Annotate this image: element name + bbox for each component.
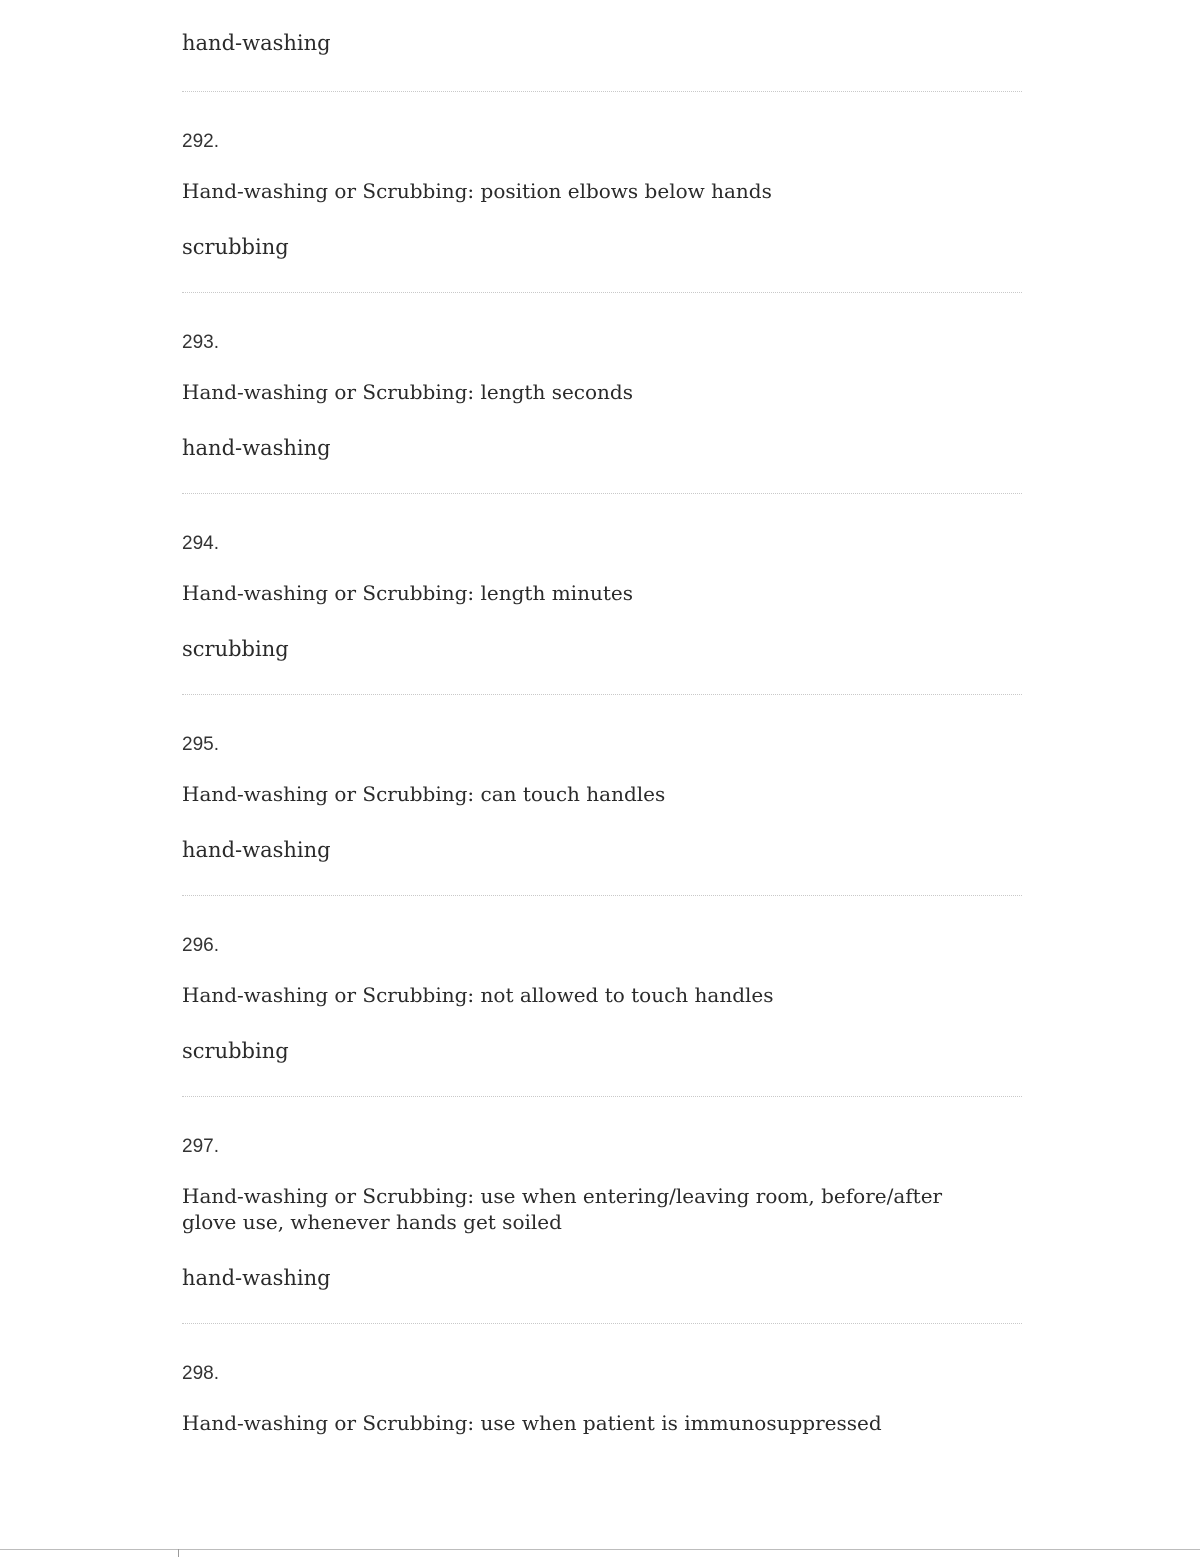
page-bottom-rule [0, 1549, 1200, 1550]
card-divider [182, 694, 1022, 695]
card-number: 293. [182, 332, 219, 353]
card-question: Hand-washing or Scrubbing: can touch handles [182, 782, 666, 806]
card-answer: scrubbing [182, 1039, 289, 1063]
card-question: Hand-washing or Scrubbing: use when patient is immunosuppressed [182, 1411, 882, 1435]
card-number: 296. [182, 935, 219, 956]
card-number: 294. [182, 533, 219, 554]
card-divider [182, 292, 1022, 293]
flashcard [182, 331, 1022, 494]
card-question: Hand-washing or Scrubbing: length seconds [182, 380, 633, 404]
card-question: Hand-washing or Scrubbing: length minutes [182, 581, 633, 605]
card-question: Hand-washing or Scrubbing: use when entering/leaving room, before/after glove use, whenever hands get soiled [182, 1184, 943, 1234]
flashcard [182, 733, 1022, 896]
card-answer: hand-washing [182, 436, 331, 460]
flashcard [182, 1135, 1022, 1324]
card-question: Hand-washing or Scrubbing: not allowed to touch handles [182, 983, 774, 1007]
card-divider [182, 1323, 1022, 1324]
card-number: 298. [182, 1363, 219, 1384]
card-number: 292. [182, 131, 219, 152]
card-answer: scrubbing [182, 637, 289, 661]
flashcard-list [182, 28, 1022, 1436]
flashcard [182, 532, 1022, 695]
flashcard [182, 934, 1022, 1097]
card-number: 295. [182, 734, 219, 755]
previous-card-answer: hand-washing [182, 31, 331, 55]
card-question: Hand-washing or Scrubbing: position elbows below hands [182, 179, 772, 203]
card-answer: hand-washing [182, 838, 331, 862]
card-answer: hand-washing [182, 1266, 331, 1290]
card-divider [182, 493, 1022, 494]
card-divider [182, 91, 1022, 92]
page-bottom-tick [178, 1549, 179, 1557]
card-divider [182, 1096, 1022, 1097]
card-number: 297. [182, 1136, 219, 1157]
flashcard [182, 130, 1022, 293]
card-answer: scrubbing [182, 235, 289, 259]
card-divider [182, 895, 1022, 896]
flashcard [182, 1362, 1022, 1436]
